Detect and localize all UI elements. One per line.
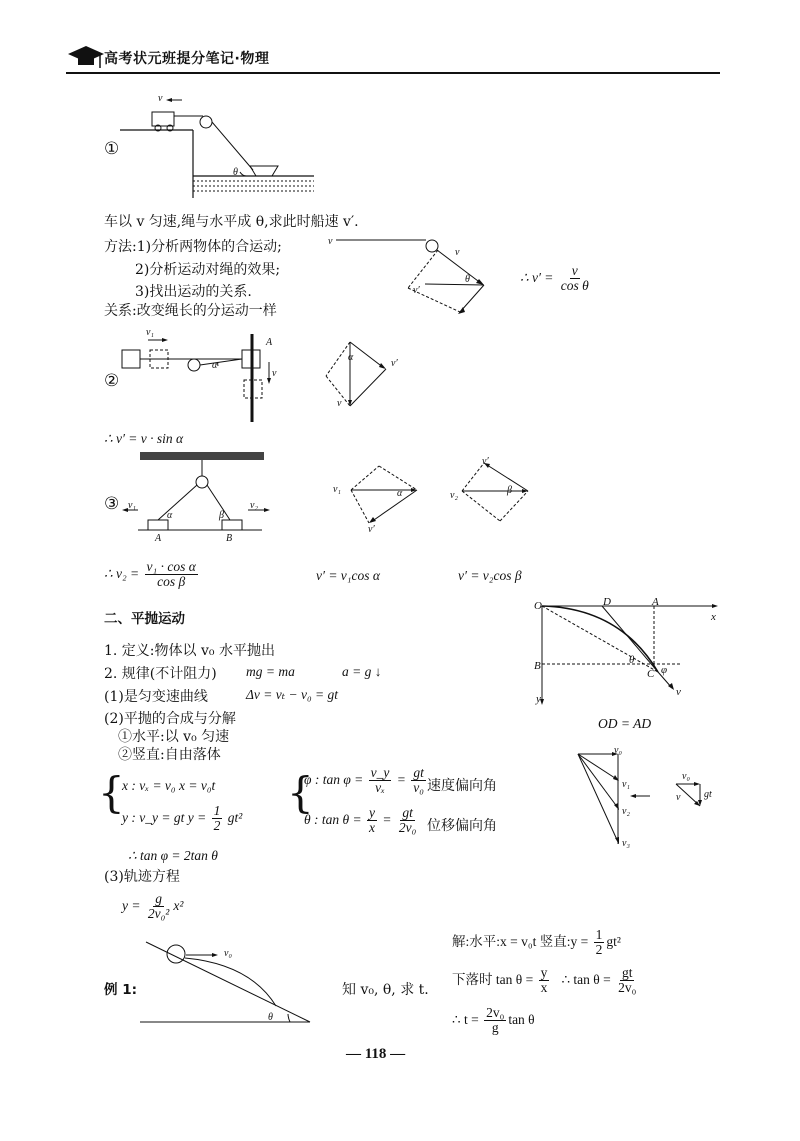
system2-row1-f2n: gt xyxy=(413,765,424,780)
part3-fig-alpha: α xyxy=(167,510,173,521)
header-rule xyxy=(66,72,720,74)
part3-figure xyxy=(118,448,278,548)
system2-row2-f1n: y xyxy=(369,805,375,820)
system2-row1-f2d: v₀ xyxy=(413,780,424,796)
section2-rule-eq1: mg = ma xyxy=(246,664,295,679)
part3-vec1-vprime: v′ xyxy=(368,524,375,535)
part2-number: ② xyxy=(104,371,120,391)
example-sol2-b: ∴ tan θ = xyxy=(561,971,611,987)
part1-vec-v2: v xyxy=(455,247,460,258)
fan-inset-v: v xyxy=(676,792,681,803)
example-sol1-den: 2 xyxy=(595,942,603,958)
page-header-title: 高考状元班提分笔记·物理 xyxy=(104,51,270,67)
system2-row2-f2d: 2v₀ xyxy=(398,820,417,836)
graph-C: C xyxy=(647,668,655,680)
system2-row1-f1d: vₓ xyxy=(375,780,385,796)
graph-D: D xyxy=(603,596,611,608)
part1-result-num: v xyxy=(571,263,578,278)
trajectory-rhs: x² xyxy=(173,897,184,913)
part3-vec2-vprime: v′ xyxy=(482,456,489,467)
example-solution-2 xyxy=(452,966,640,995)
example-sol3-den: g xyxy=(491,1020,499,1036)
part1-fig-theta: θ xyxy=(233,167,238,178)
section2-item1-eq: Δv = vₜ − v₀ = gt xyxy=(246,687,339,702)
part3-vector-diagram-2 xyxy=(456,455,536,545)
system2-row2-label: 位移偏向角 xyxy=(427,818,497,834)
example-given: 知 v₀, θ, 求 t. xyxy=(342,982,429,998)
part2-vec-alpha: α xyxy=(348,352,354,363)
part1-statement: 车以 v 匀速,绳与水平成 θ,求此时船速 v′. xyxy=(104,214,359,230)
example-sol1-a: 解:水平:x = v₀t 竖直:y = xyxy=(452,933,589,949)
graph-y: y xyxy=(536,693,541,705)
graduation-cap-icon xyxy=(66,44,106,72)
section2-item3: (3)轨迹方程 xyxy=(104,869,180,885)
part1-vec-theta: θ xyxy=(465,274,470,285)
projectile-graph xyxy=(530,598,730,708)
system1-row2-den: 2 xyxy=(213,818,221,834)
part1-figure xyxy=(118,90,318,200)
example-fig-v0: v₀ xyxy=(224,948,232,959)
example-sol2-a: 下落时 tan θ = xyxy=(452,971,534,987)
section2-tan-relation: ∴ tan φ = 2tan θ xyxy=(128,848,218,863)
trajectory-lhs: y = xyxy=(122,897,141,913)
part3-fig-v2: v₂ xyxy=(250,500,258,511)
graph-phi: φ xyxy=(661,664,668,676)
part3-vec2-beta: β xyxy=(507,485,512,496)
part1-vec-v: v xyxy=(328,236,333,247)
fan-inset-v0: v₀ xyxy=(682,771,690,782)
system2-row1-a: φ : tan φ = xyxy=(304,771,364,787)
example-sol2-f2n: gt xyxy=(621,965,633,980)
system2-brace: { xyxy=(287,768,314,817)
part3-fig-A: A xyxy=(155,533,162,544)
part3-result xyxy=(104,560,200,589)
section2-title: 二、平抛运动 xyxy=(104,611,185,627)
part2-fig-v1: v₁ xyxy=(146,327,154,338)
graph-od-ad: OD = AD xyxy=(598,716,652,731)
part3-vec2-v2: v₂ xyxy=(450,490,458,501)
section2-sub1: ①水平:以 v₀ 匀速 xyxy=(118,729,230,745)
system1-row1: x : vₓ = v₀ x = v₀t xyxy=(122,778,216,793)
trajectory-den: 2v₀² xyxy=(147,906,170,922)
part1-method-3: 3)找出运动的关系. xyxy=(135,284,252,300)
graph-x: x xyxy=(711,611,716,623)
example-solution-3 xyxy=(452,1006,535,1035)
part1-result xyxy=(520,264,593,293)
section2-sub2: ②竖直:自由落体 xyxy=(118,747,221,763)
graph-A: A xyxy=(652,596,659,608)
example-sol3-a: ∴ t = xyxy=(452,1011,479,1027)
system2-row1-f1n: v_y xyxy=(370,765,390,780)
example-sol3-b: tan θ xyxy=(508,1011,535,1027)
part2-vec-vprime: v′ xyxy=(391,358,398,369)
part2-result: ∴ v′ = v · sin α xyxy=(104,431,184,446)
fan-inset-gt: gt xyxy=(704,789,712,800)
part1-number: ① xyxy=(104,139,120,159)
example-sol1-num: 1 xyxy=(595,927,603,942)
part3-result-lhs: ∴ v₂ = xyxy=(104,565,140,581)
part3-fig-v1: v₁ xyxy=(128,500,136,511)
example-sol3-num: 2v₀ xyxy=(486,1005,505,1020)
system1-row2-b: gt² xyxy=(227,809,243,825)
graph-v: v xyxy=(676,686,681,698)
part1-result-den: cos θ xyxy=(560,278,589,294)
page-number: — 118 — xyxy=(346,1046,406,1062)
part3-result-den: cos β xyxy=(157,574,186,590)
example-sol2-f1n: y xyxy=(540,965,548,980)
system1-row2-a: y : v_y = gt y = xyxy=(122,809,207,825)
part1-method-1: 方法:1)分析两物体的合运动; xyxy=(104,239,282,255)
part1-vec-vprime: v′ xyxy=(413,285,420,296)
fan-v1: v₁ xyxy=(622,779,630,790)
example-fig-theta: θ xyxy=(268,1012,273,1023)
example-sol1-b: gt² xyxy=(606,933,621,949)
part3-eq3: v′ = v₂cos β xyxy=(458,568,522,583)
fan-v0: v₀ xyxy=(614,745,622,756)
part2-fig-alpha: α xyxy=(212,360,218,371)
graph-theta: θ xyxy=(629,654,635,666)
system2-row2-f2n: gt xyxy=(402,805,413,820)
part2-fig-A: A xyxy=(266,337,273,348)
part1-relation: 关系:改变绳长的分运动一样 xyxy=(104,303,277,319)
part2-vec-v: v xyxy=(337,398,342,409)
section2-item2: (2)平抛的合成与分解 xyxy=(104,711,236,727)
system1-row2 xyxy=(122,804,242,833)
example-label: 例 1: xyxy=(104,982,137,998)
system2-row1: φ : tan φ = $\frac{v\_y}{\text{vₓ}}$ = $\frac{gt}{\text{v₀}}$ xyxy=(304,765,424,796)
part2-fig-v: v xyxy=(272,368,277,379)
fan-v3: v₃ xyxy=(622,838,630,849)
part1-fig-v: v xyxy=(158,93,163,104)
part3-fig-B: B xyxy=(226,533,233,544)
part1-vector-diagram xyxy=(330,228,500,318)
section2-item1: (1)是匀变速曲线 xyxy=(104,689,208,705)
part3-result-num: v₁ · cos α xyxy=(146,559,196,574)
system2-row2-a: θ : tan θ = xyxy=(304,811,362,827)
part3-vec1-alpha: α xyxy=(397,488,403,499)
example-sol2-f1d: x xyxy=(540,980,548,996)
graph-B: B xyxy=(534,660,541,672)
system2-row2-f1d: x xyxy=(369,820,375,836)
fan-v2: v₂ xyxy=(622,806,630,817)
part2-figure xyxy=(118,322,288,432)
example-solution-1 xyxy=(452,928,621,957)
system2-row1-label: 速度偏向角 xyxy=(427,778,497,794)
example-sol2-f2d: 2v₀ xyxy=(618,980,637,996)
part3-eq2: v′ = v₁cos α xyxy=(316,568,380,583)
part1-method-2: 2)分析运动对绳的效果; xyxy=(135,262,281,278)
velocity-fan-diagram xyxy=(570,746,730,856)
system1-brace: { xyxy=(98,768,125,817)
section2-rule: 2. 规律(不计阻力) xyxy=(104,666,217,682)
part2-vector-diagram xyxy=(320,336,400,416)
part3-vector-diagram-1 xyxy=(345,460,425,540)
graph-O: O xyxy=(534,600,542,612)
part3-number: ③ xyxy=(104,494,120,514)
part3-fig-beta: β xyxy=(219,510,224,521)
part3-vec1-v1: v₁ xyxy=(333,484,341,495)
system1-row2-num: 1 xyxy=(213,803,221,818)
trajectory-num: g xyxy=(155,891,162,906)
section2-def: 1. 定义:物体以 v₀ 水平抛出 xyxy=(104,643,275,659)
system2-row2: θ : tan θ = $\frac{y}{x}$ = $\frac{gt}{\text{2v₀}}$ xyxy=(304,805,417,836)
section2-rule-eq2: a = g ↓ xyxy=(342,664,382,679)
part1-result-lhs: ∴ v′ = xyxy=(520,269,554,285)
trajectory-eq xyxy=(122,892,183,921)
